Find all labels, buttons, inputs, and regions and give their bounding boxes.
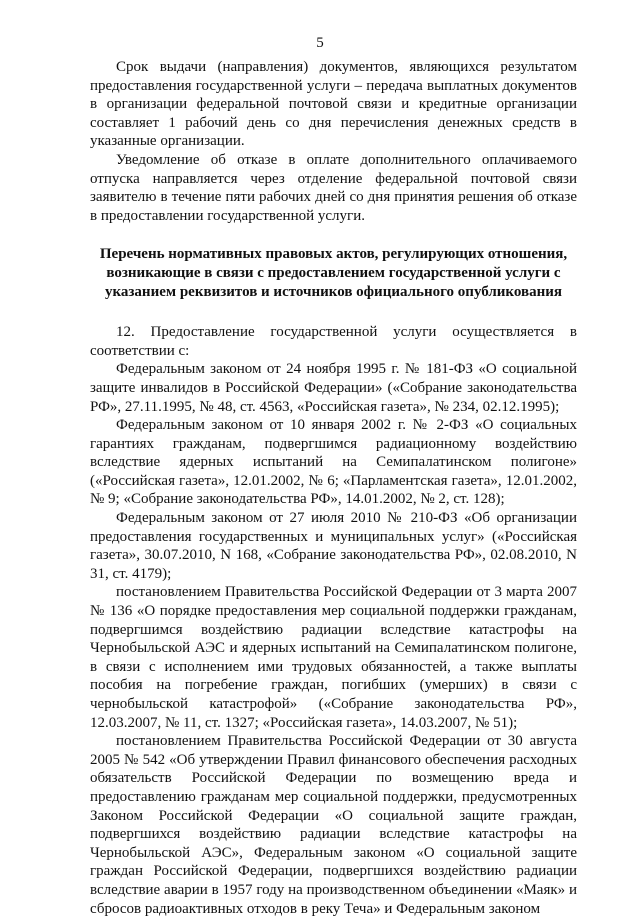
paragraph-law-210-fz: Федеральным законом от 27 июля 2010 № 210-ФЗ «Об организации предоставления государственных и муниципальных услуг» («Российская газета», 30.07.2010, N 168, «Собрание законодательства РФ», 02.08.2010, N 31, ст. 4179);	[90, 510, 577, 582]
paragraph-law-2-fz: Федеральным законом от 10 января 2002 г. № 2-ФЗ «О социальных гарантиях гражданам, подвергшимся радиационному воздействию вследствие ядерных испытаний на Семипалатинском полигоне» («Российская газета», 12.01.2002, № 6; «Парламентская газета», 12.01.2002, № 9; «Собрание законодательства РФ», 14.01.2002, № 2, ст. 128);	[90, 417, 577, 508]
paragraph-law-181-fz: Федеральным законом от 24 ноября 1995 г. № 181-ФЗ «О социальной защите инвалидов в Российской Федерации» («Собрание законодательства РФ», 27.11.1995, № 48, ст. 4563, «Российская газета», № 234, 02.12.1995);	[90, 361, 577, 415]
document-body	[90, 58, 577, 918]
section-heading: Перечень нормативных правовых актов, регулирующих отношения, возникающие в связи с предоставлением государственной услуги с указанием реквизитов и источников официального опубликования	[99, 246, 568, 300]
paragraph-refusal-notification: Уведомление об отказе в оплате дополнительного оплачиваемого отпуска направляется через отделение федеральной почтовой связи заявителю в течение пяти рабочих дней со дня принятия решения об отказе в предоставлении государственной услуги.	[90, 151, 577, 224]
paragraph-document-issuance-term: Срок выдачи (направления) документов, являющихся результатом предоставления государственной услуги – передача выплатных документов в организации федеральной почтовой связи и кредитные организации составляет 1 рабочий день со дня перечисления денежных средств в указанные организации.	[90, 59, 577, 150]
page-number: 5	[316, 35, 324, 51]
paragraph-resolution-136: постановлением Правительства Российской Федерации от 3 марта 2007 № 136 «О порядке предоставления мер социальной поддержки гражданам, подвергшимся воздействию радиации вследствие катастрофы на Чернобыльской АЭС и ядерных испытаний на Семипалатинском полигоне, в связи с исполнением ими трудовых обязанностей, а также выплаты пособия на погребение граждан, погибших (умерших) в связи с чернобыльской катастрофой» («Собрание законодательства РФ», 12.03.2007, № 11, ст. 1327; «Российская газета», 14.03.2007, № 51);	[90, 584, 577, 731]
paragraph-item-12: 12. Предоставление государственной услуги осуществляется в соответствии с:	[90, 324, 577, 359]
paragraph-resolution-542: постановлением Правительства Российской Федерации от 30 августа 2005 № 542 «Об утверждении Правил финансового обеспечения расходных обязательств Российской Федерации по возмещению вреда и предоставлению гражданам мер социальной поддержки, предусмотренных Законом Российской Федерации «О социальной защите граждан, подвергшихся воздействию радиации вследствие катастрофы на Чернобыльской АЭС», Федеральным законом «О социальной защите граждан Российской Федерации, подвергшихся воздействию радиации вследствие аварии в 1957 году на производственном объединении «Маяк» и сбросов радиоактивных отходов в реку Теча» и Федеральным законом	[90, 733, 577, 917]
